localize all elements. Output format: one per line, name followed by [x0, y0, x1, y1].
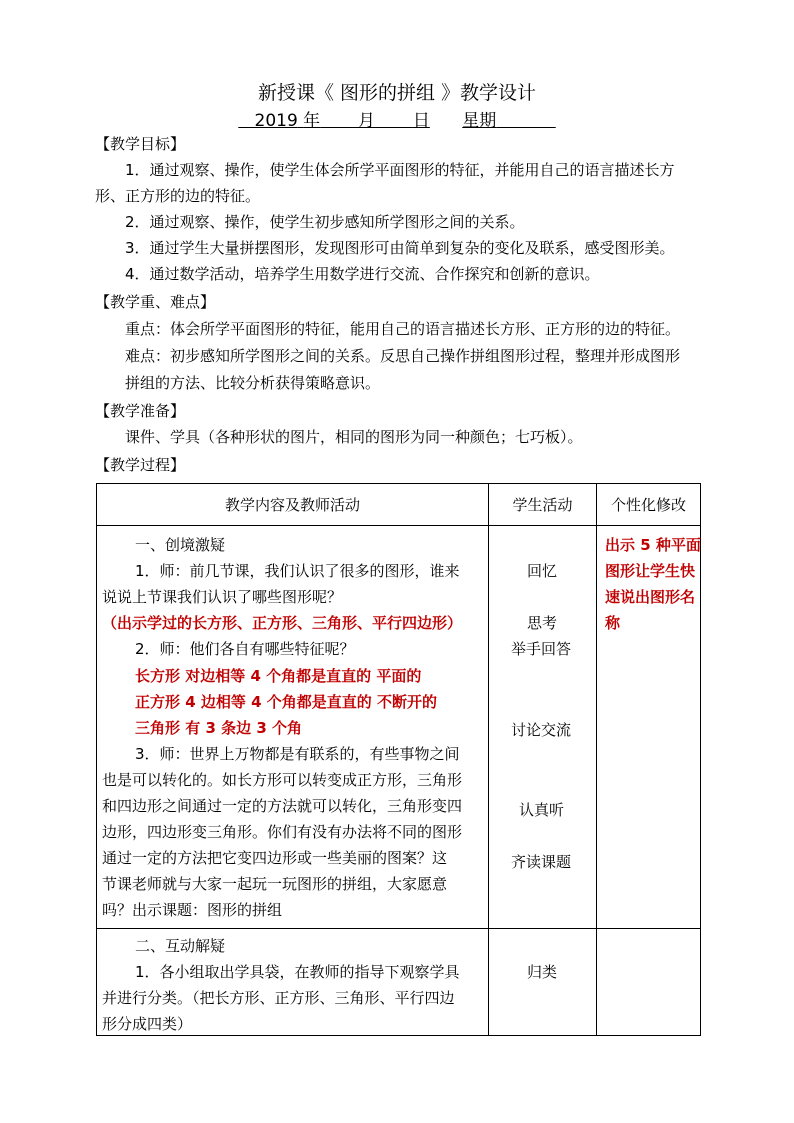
key-points-line: 重点：体会所学平面图形的特征，能用自己的语言描述长方形、正方形的边的特征。	[125, 320, 681, 338]
content-line: 节课老师就与大家一起玩一玩图形的拼组，大家愿意	[102, 875, 448, 893]
key-points-line: 拼组的方法、比较分析获得策略意识。	[125, 374, 381, 392]
student-activity: 认真听	[519, 801, 565, 819]
header-content: 教学内容及教师活动	[97, 484, 489, 526]
date-line	[0, 106, 794, 131]
content-line-highlight: （出示学过的长方形、正方形、三角形、平行四边形）	[102, 614, 463, 632]
content-line: 2．师：他们各自有哪些特征呢？	[135, 640, 355, 658]
row1-content-cell	[97, 526, 489, 929]
content-line: 形分成四类）	[102, 1015, 193, 1033]
content-line: 也是可以转化的。如长方形可以转变成正方形，三角形	[102, 771, 463, 789]
content-line-highlight: 正方形 4 边相等 4 个角都是直直的 不断开的	[135, 693, 437, 711]
process-heading: 【教学过程】	[95, 456, 186, 474]
header-modify: 个性化修改	[597, 484, 701, 526]
key-points-heading: 【教学重、难点】	[95, 293, 216, 311]
date-year: 2019	[254, 111, 298, 131]
student-activity: 齐读课题	[511, 853, 572, 871]
date-year-label: 年	[303, 111, 321, 131]
content-line: 和四边形之间通过一定的方法就可以转化，三角形变四	[102, 797, 463, 815]
student-activity: 举手回答	[511, 640, 572, 658]
objective-item: 4．通过数学活动，培养学生用数学进行交流、合作探究和创新的意识。	[125, 265, 600, 283]
objectives-heading: 【教学目标】	[95, 135, 186, 153]
section-heading: 二、互动解疑	[135, 937, 226, 955]
content-line: 并进行分类。（把长方形、正方形、三角形、平行四边	[102, 989, 455, 1007]
student-activity: 回忆	[527, 562, 558, 580]
section-heading: 一、创境激疑	[135, 536, 226, 554]
header-student: 学生活动	[489, 484, 597, 526]
student-activity: 思考	[527, 614, 558, 632]
row1-modify-cell	[597, 526, 701, 929]
modify-note: 出示 5 种平面	[605, 536, 701, 554]
content-line: 3．师：世界上万物都是有联系的，有些事物之间	[135, 745, 460, 763]
key-points-line: 难点：初步感知所学图形之间的关系。反思自己操作拼组图形过程，整理并形成图形	[125, 347, 681, 365]
date-month-label: 月	[358, 111, 375, 131]
modify-note: 称	[605, 614, 621, 632]
row2-content-cell	[97, 929, 489, 1036]
content-line: 吗？出示课题：图形的拼组	[102, 901, 283, 919]
content-line: 1．各小组取出学具袋，在教师的指导下观察学具	[135, 963, 460, 981]
page-title: 新授课《 图形的拼组 》教学设计	[257, 82, 537, 104]
date-weekday-label: 星期	[462, 111, 497, 131]
objective-item: 3．通过学生大量拼摆图形，发现图形可由简单到复杂的变化及联系，感受图形美。	[125, 239, 675, 257]
modify-note: 图形让学生快	[605, 562, 696, 580]
preparation-text: 课件、学具（各种形状的图片，相同的图形为同一种颜色；七巧板）。	[125, 428, 583, 446]
content-line-highlight: 三角形 有 3 条边 3 个角	[135, 719, 302, 737]
lesson-table	[96, 483, 701, 1036]
objective-item: 1．通过观察、操作，使学生体会所学平面图形的特征，并能用自己的语言描述长方	[125, 161, 675, 179]
row2-modify-cell	[597, 929, 701, 1036]
content-line-highlight: 长方形 对边相等 4 个角都是直直的 平面的	[135, 667, 422, 685]
modify-note: 速说出图形名	[605, 588, 696, 606]
student-activity: 讨论交流	[511, 721, 572, 739]
row1-student-cell	[489, 526, 597, 929]
student-activity: 归类	[527, 963, 558, 981]
objective-item: 形、正方形的边的特征。	[95, 187, 261, 205]
content-line: 说说上节课我们认识了哪些图形呢？	[102, 588, 343, 606]
date-day-label: 日	[412, 111, 430, 131]
content-line: 通过一定的方法把它变四边形或一些美丽的图案？这	[102, 849, 448, 867]
row2-student-cell	[489, 929, 597, 1036]
content-line: 1．师：前几节课，我们认识了很多的图形，谁来	[135, 562, 460, 580]
content-line: 边形，四边形变三角形。你们有没有办法将不同的图形	[102, 823, 463, 841]
preparation-heading: 【教学准备】	[95, 402, 186, 420]
objective-item: 2．通过观察、操作，使学生初步感知所学图形之间的关系。	[125, 213, 525, 231]
